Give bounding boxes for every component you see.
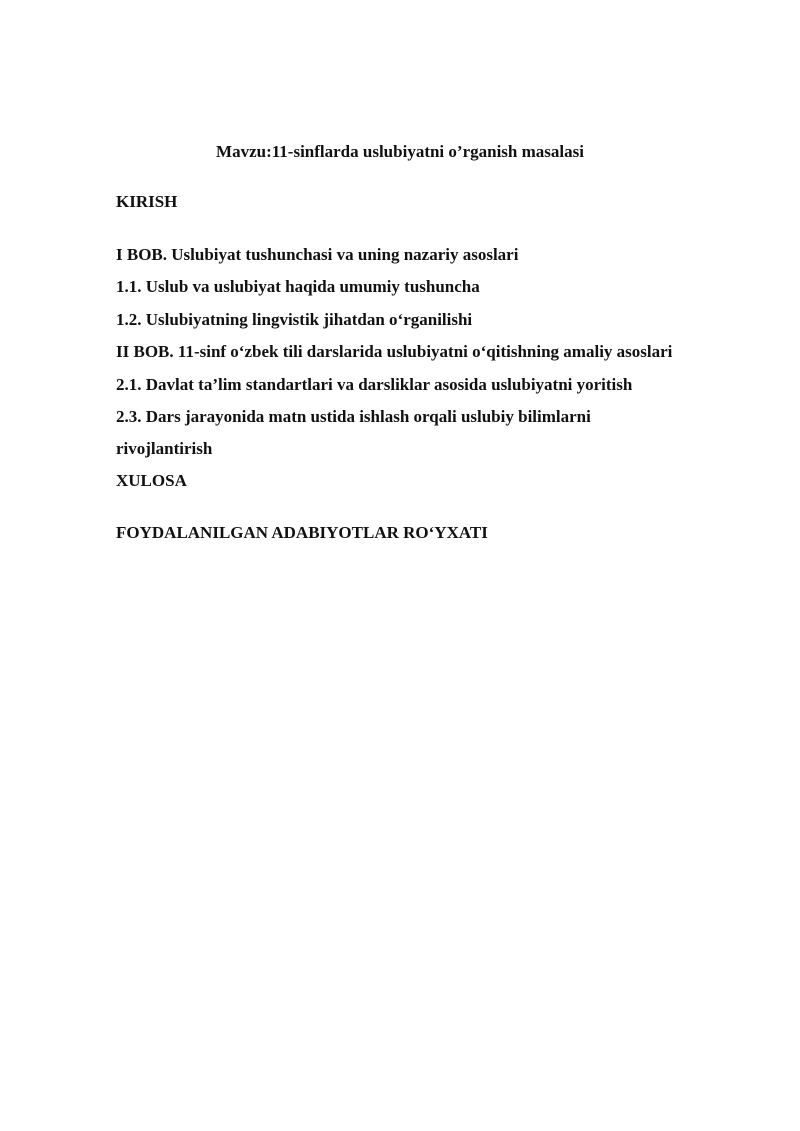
toc-chapter-2: II BOB. 11-sinf o‘zbek tili darslarida uslubiyatni o‘qitishning amaliy asoslari <box>116 342 673 361</box>
toc-chapter-1: I BOB. Uslubiyat tushunchasi va uning nazariy asoslari <box>116 245 519 264</box>
document-title: Mavzu:11-sinflarda uslubiyatni o’rganish masalasi <box>216 142 584 161</box>
toc-conclusion: XULOSA <box>116 471 187 490</box>
toc-section-2-1: 2.1. Davlat ta’lim standartlari va darsliklar asosida uslubiyatni yoritish <box>116 375 633 394</box>
toc-section-1-1: 1.1. Uslub va uslubiyat haqida umumiy tushuncha <box>116 277 480 296</box>
toc-section-1-2: 1.2. Uslubiyatning lingvistik jihatdan o‘rganilishi <box>116 310 473 329</box>
toc-intro: KIRISH <box>116 192 178 211</box>
toc-section-2-3-continued: rivojlantirish <box>116 439 213 458</box>
toc-references: FOYDALANILGAN ADABIYOTLAR RO‘YXATI <box>116 523 488 542</box>
toc-section-2-3: 2.3. Dars jarayonida matn ustida ishlash orqali uslubiy bilimlarni <box>116 407 591 426</box>
